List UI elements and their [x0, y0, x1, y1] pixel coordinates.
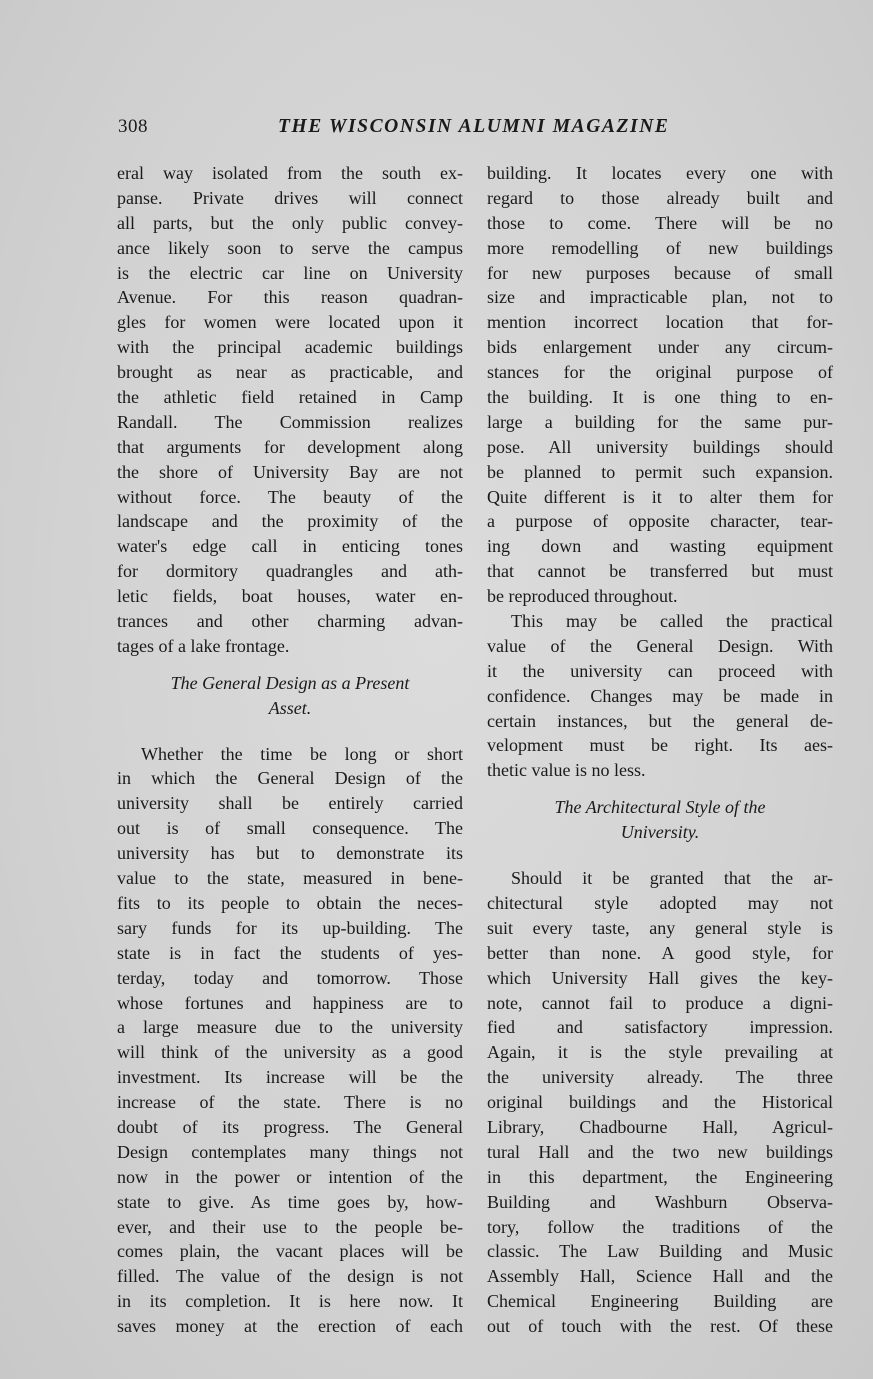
text-line: university shall be entirely carried	[117, 793, 463, 814]
page-number: 308	[118, 116, 148, 137]
text-line: fied and satisfactory impression.	[487, 1017, 833, 1038]
text-line: that cannot be transferred but must	[487, 561, 833, 582]
text-line: saves money at the erection of each	[117, 1316, 463, 1337]
text-line: university has but to demonstrate its	[117, 843, 463, 864]
text-line: classic. The Law Building and Music	[487, 1241, 833, 1262]
spacer	[487, 783, 833, 795]
section-heading	[117, 671, 463, 721]
spacer	[117, 721, 463, 742]
text-line: gles for women were located upon it	[117, 312, 463, 333]
text-line: those to come. There will be no	[487, 212, 833, 233]
text-line: for new purposes because of small	[487, 262, 833, 283]
text-line: mention incorrect location that for-	[487, 312, 833, 333]
heading-line: University.	[620, 822, 700, 843]
text-line: landscape and the proximity of the	[117, 511, 463, 532]
text-line: tural Hall and the two new buildings	[487, 1141, 833, 1162]
text-line: be reproduced throughout.	[487, 586, 678, 607]
text-line: Design contemplates many things not	[117, 1141, 463, 1162]
text-line: regard to those already built and	[487, 187, 833, 208]
heading-line: The Architectural Style of the	[554, 797, 766, 818]
text-line: large a building for the same pur-	[487, 411, 833, 432]
text-line: a purpose of opposite character, tear-	[487, 511, 833, 532]
text-line: note, cannot fail to produce a digni-	[487, 992, 833, 1013]
text-line: Again, it is the style prevailing at	[487, 1042, 833, 1063]
text-line: trances and other charming advan-	[117, 611, 463, 632]
text-line: sary funds for its up-building. The	[117, 917, 463, 938]
text-line: value of the General Design. With	[487, 635, 833, 656]
text-line: fits to its people to obtain the neces-	[117, 892, 463, 913]
text-line: building. It locates every one with	[487, 163, 833, 183]
text-line: better than none. A good style, for	[487, 942, 833, 963]
text-line: velopment must be right. Its aes-	[487, 735, 833, 756]
page-header	[118, 116, 832, 142]
text-line: is the electric car line on University	[117, 262, 463, 283]
text-line: the shore of University Bay are not	[117, 461, 463, 482]
text-line: Building and Washburn Observa-	[487, 1191, 833, 1212]
text-line: ever, and their use to the people be-	[117, 1216, 463, 1237]
text-line: pose. All university buildings should	[487, 436, 833, 457]
text-line: Should it be granted that the ar-	[511, 868, 833, 889]
text-line: tory, follow the traditions of the	[487, 1216, 833, 1237]
text-line: comes plain, the vacant places will be	[117, 1241, 463, 1262]
text-line: more remodelling of new buildings	[487, 237, 833, 258]
paragraph	[117, 742, 463, 1339]
text-line: eral way isolated from the south ex-	[117, 163, 463, 183]
text-line: chitectural style adopted may not	[487, 892, 833, 913]
text-line: letic fields, boat houses, water en-	[117, 586, 463, 607]
text-line: the university already. The three	[487, 1067, 833, 1088]
text-line: doubt of its progress. The General	[117, 1116, 463, 1137]
paragraph	[487, 866, 833, 1339]
text-line: size and impracticable plan, not to	[487, 287, 833, 308]
text-line: Library, Chadbourne Hall, Agricul-	[487, 1116, 833, 1137]
text-line: suit every taste, any general style is	[487, 917, 833, 938]
text-line: terday, today and tomorrow. Those	[117, 967, 463, 988]
text-line: Randall. The Commission realizes	[117, 411, 463, 432]
text-line: bids enlargement under any circum-	[487, 337, 833, 358]
heading-line: Asset.	[268, 697, 312, 718]
text-line: whose fortunes and happiness are to	[117, 992, 463, 1013]
spacer	[117, 659, 463, 671]
right-column	[487, 161, 833, 1339]
text-line: thetic value is no less.	[487, 760, 646, 781]
text-line: with the principal academic buildings	[117, 337, 463, 358]
paragraph	[487, 609, 833, 783]
text-line: Whether the time be long or short	[141, 743, 463, 764]
section-heading	[487, 795, 833, 845]
text-line: out of touch with the rest. Of these	[487, 1316, 833, 1337]
text-line: out is of small consequence. The	[117, 818, 463, 839]
left-column	[117, 161, 463, 1339]
text-line: brought as near as practicable, and	[117, 362, 463, 383]
text-line: ing down and wasting equipment	[487, 536, 833, 557]
text-line: it the university can proceed with	[487, 660, 833, 681]
text-line: panse. Private drives will connect	[117, 187, 463, 208]
text-line: Chemical Engineering Building are	[487, 1291, 833, 1312]
text-line: state is in fact the students of yes-	[117, 942, 463, 963]
text-line: Assembly Hall, Science Hall and the	[487, 1266, 833, 1287]
text-line: the building. It is one thing to en-	[487, 387, 833, 408]
text-line: in its completion. It is here now. It	[117, 1291, 463, 1312]
text-line: tages of a lake frontage.	[117, 635, 290, 656]
text-line: investment. Its increase will be the	[117, 1067, 463, 1088]
text-line: original buildings and the Historical	[487, 1092, 833, 1113]
text-line: ance likely soon to serve the campus	[117, 237, 463, 258]
text-line: will think of the university as a good	[117, 1042, 463, 1063]
text-line: a large measure due to the university	[117, 1017, 463, 1038]
text-line: for dormitory quadrangles and ath-	[117, 561, 463, 582]
text-line: Avenue. For this reason quadran-	[117, 287, 463, 308]
text-line: Quite different is it to alter them for	[487, 486, 833, 507]
text-line: all parts, but the only public convey-	[117, 212, 463, 233]
text-line: This may be called the practical	[511, 611, 833, 632]
text-line: confidence. Changes may be made in	[487, 685, 833, 706]
text-line: that arguments for development along	[117, 436, 463, 457]
text-line: filled. The value of the design is not	[117, 1266, 463, 1287]
paragraph	[487, 161, 833, 609]
paragraph	[117, 161, 463, 659]
text-line: water's edge call in enticing tones	[117, 536, 463, 557]
heading-line: The General Design as a Present	[170, 672, 410, 693]
text-line: certain instances, but the general de-	[487, 710, 833, 731]
text-line: without force. The beauty of the	[117, 486, 463, 507]
spacer	[487, 845, 833, 866]
running-head: THE WISCONSIN ALUMNI MAGAZINE	[278, 116, 670, 137]
text-line: which University Hall gives the key-	[487, 967, 833, 988]
text-line: the athletic field retained in Camp	[117, 387, 463, 408]
text-line: be planned to permit such expansion.	[487, 461, 833, 482]
text-line: now in the power or intention of the	[117, 1166, 463, 1187]
text-line: stances for the original purpose of	[487, 362, 833, 383]
text-line: value to the state, measured in bene-	[117, 868, 463, 889]
text-line: state to give. As time goes by, how-	[117, 1191, 463, 1212]
text-line: in which the General Design of the	[117, 768, 463, 789]
text-line: increase of the state. There is no	[117, 1092, 463, 1113]
text-line: in this department, the Engineering	[487, 1166, 833, 1187]
